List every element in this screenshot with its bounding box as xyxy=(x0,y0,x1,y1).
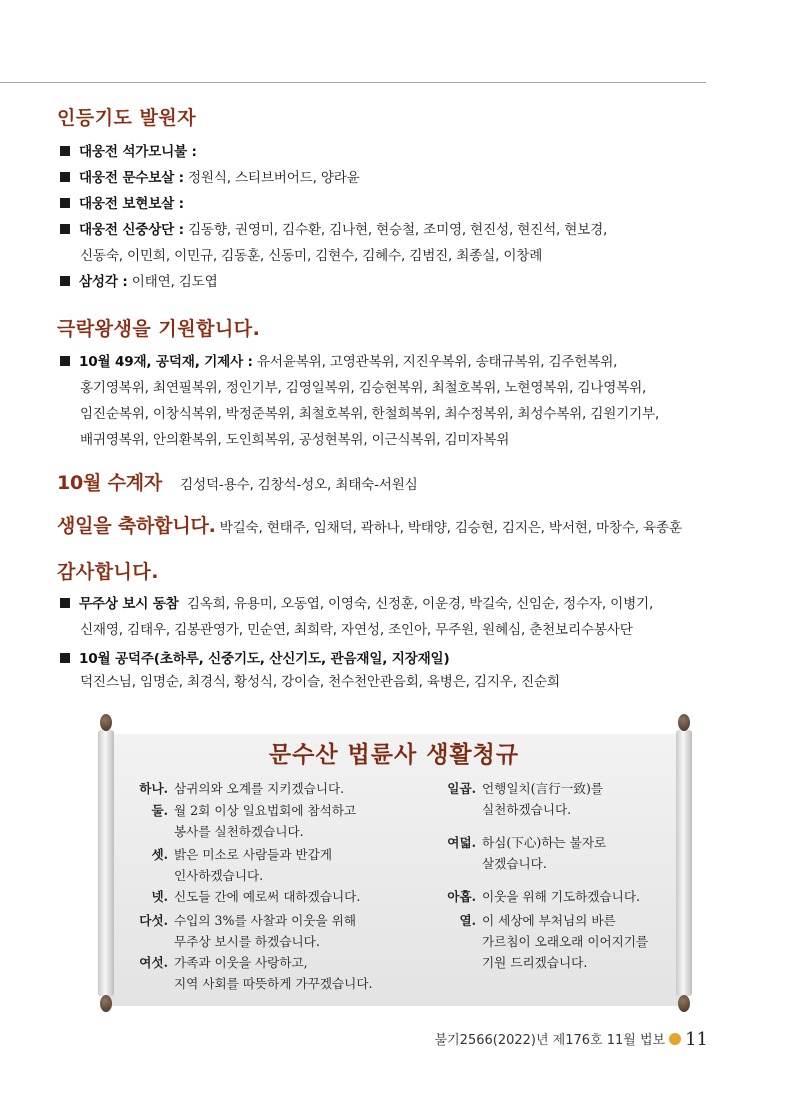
rule-line xyxy=(482,853,547,872)
rule-line xyxy=(174,821,304,840)
rule-text: 이웃을 위해 기도하겠습니다. xyxy=(482,889,640,904)
square-bullet-icon xyxy=(60,356,70,366)
rule-number: 다섯. xyxy=(139,913,168,928)
rule-text: 이 세상에 부처님의 바른 xyxy=(482,913,616,928)
rule-line xyxy=(174,865,263,884)
prayer-item-label: 대웅전 신중상단 : xyxy=(79,222,184,238)
rule-number: 열. xyxy=(459,913,476,928)
birthday-line xyxy=(57,511,682,538)
precepts-heading: 10월 수계자 xyxy=(57,472,163,494)
prayer-item-names: 이태연, 김도엽 xyxy=(131,274,218,290)
rules-scroll xyxy=(86,712,702,1012)
rule-line xyxy=(124,952,308,971)
rule-line xyxy=(482,931,648,950)
prayer-item-label: 삼성각 : xyxy=(79,274,128,290)
rule-line xyxy=(124,844,332,863)
rule-line xyxy=(482,799,571,818)
precepts-names: 김성덕-용수, 김창석-성오, 최태숙-서원심 xyxy=(180,477,418,493)
rebirth-label: 10월 49재, 공덕재, 기제사 : xyxy=(79,354,253,370)
rule-line xyxy=(426,886,640,905)
square-bullet-icon xyxy=(60,224,70,234)
rule-text: 인사하겠습니다. xyxy=(174,868,264,883)
rebirth-heading: 극락왕생을 기원합니다. xyxy=(57,318,261,340)
rule-number: 여섯. xyxy=(139,955,168,970)
thanks-heading: 감사합니다. xyxy=(57,561,159,583)
rule-text: 지역 사회를 따뜻하게 가꾸겠습니다. xyxy=(174,976,373,991)
rule-text: 언행일치(言行一致)를 xyxy=(482,781,604,796)
scroll-rod-right xyxy=(676,730,692,996)
thanks-label: 무주상 보시 동참 xyxy=(79,596,179,612)
rule-number: 아홉. xyxy=(447,889,476,904)
thanks-line xyxy=(60,647,450,667)
rule-line xyxy=(426,910,616,929)
prayer-item xyxy=(60,140,197,160)
rule-text: 밝은 미소로 사람들과 반갑게 xyxy=(174,847,332,862)
prayer-heading: 인등기도 발원자 xyxy=(57,107,197,129)
birthday-names: 박길숙, 현태주, 임채덕, 곽하나, 박태양, 김승현, 김지은, 박서현, 마창수, 육종훈 xyxy=(219,520,682,536)
prayer-item-label: 대웅전 문수보살 : xyxy=(79,170,184,186)
thanks-label: 10월 공덕주(초하루, 신중기도, 산신기도, 관음재일, 지장재일) xyxy=(79,651,450,667)
rule-number: 하나. xyxy=(139,781,168,796)
rule-number: 둘. xyxy=(151,803,168,818)
rule-line xyxy=(174,973,373,992)
rule-line xyxy=(124,800,356,819)
thanks-names: 김옥희, 유용미, 오동엽, 이영숙, 신정훈, 이운경, 박길숙, 신임순, 정수자, 이병기, xyxy=(186,596,654,612)
thanks-names: 신재영, 김태우, 김봉관영가, 민순연, 최희락, 자연성, 조인아, 무주원, 원혜심, 춘천보리수봉사단 xyxy=(80,622,633,638)
prayer-item-label: 대웅전 석가모니불 : xyxy=(79,144,197,160)
scroll-knob-icon xyxy=(678,714,690,731)
rule-text: 실천하겠습니다. xyxy=(482,802,572,817)
rule-number: 넷. xyxy=(151,889,168,904)
scroll-knob-icon xyxy=(100,995,112,1012)
scroll-rod-left xyxy=(98,730,114,996)
rule-line xyxy=(426,832,606,851)
rule-text: 신도들 간에 예로써 대하겠습니다. xyxy=(174,889,361,904)
flower-icon xyxy=(669,1033,681,1045)
scroll-title: 문수산 법륜사 생활청규 xyxy=(268,742,520,768)
rule-line xyxy=(124,910,356,929)
square-bullet-icon xyxy=(60,172,70,182)
thanks-names: 덕진스님, 임명순, 최경식, 황성식, 강이슬, 천수천안관음회, 육병은, 김지우, 진순희 xyxy=(80,674,560,690)
rebirth-line xyxy=(60,350,617,370)
prayer-item xyxy=(60,166,360,186)
rule-text: 월 2회 이상 일요법회에 참석하고 xyxy=(174,803,357,818)
rule-number: 셋. xyxy=(151,847,168,862)
birthday-heading: 생일을 축하합니다. xyxy=(57,515,216,537)
prayer-item-names: 김동향, 권영미, 김수환, 김나현, 현승철, 조미영, 현진성, 현진석, 현보경, xyxy=(187,222,608,238)
prayer-item xyxy=(60,218,607,238)
precepts-line xyxy=(57,468,418,495)
rule-text: 하심(下心)하는 불자로 xyxy=(482,835,607,850)
prayer-item-names: 정원식, 스티브버어드, 양라윤 xyxy=(187,170,360,186)
scroll-knob-icon xyxy=(100,714,112,731)
rebirth-names: 유서윤복위, 고영관복위, 지진우복위, 송태규복위, 김주헌복위, xyxy=(256,354,618,370)
rule-line xyxy=(124,886,360,905)
rule-text: 가족과 이웃을 사랑하고, xyxy=(174,955,308,970)
top-divider xyxy=(0,82,706,83)
scroll-knob-icon xyxy=(678,995,690,1012)
rule-text: 가르침이 오래오래 이어지기를 xyxy=(482,934,649,949)
rule-text: 수입의 3%를 사찰과 이웃을 위해 xyxy=(174,913,356,928)
rule-text: 봉사를 실천하겠습니다. xyxy=(174,824,304,839)
square-bullet-icon xyxy=(60,276,70,286)
rule-line xyxy=(124,778,344,797)
square-bullet-icon xyxy=(60,653,70,663)
rule-text: 무주상 보시를 하겠습니다. xyxy=(174,934,320,949)
rule-text: 기원 드리겠습니다. xyxy=(482,955,588,970)
rule-line xyxy=(426,778,603,797)
square-bullet-icon xyxy=(60,598,70,608)
rule-number: 여덟. xyxy=(447,835,476,850)
rule-line xyxy=(174,931,320,950)
rebirth-names: 배귀영복위, 안의환복위, 도인희복위, 공성현복위, 이근식복위, 김미자복위 xyxy=(80,432,510,448)
prayer-item-label: 대웅전 보현보살 : xyxy=(79,196,184,212)
prayer-continuation: 신동숙, 이민희, 이민규, 김동훈, 신동미, 김현수, 김혜수, 김범진, 최종실, 이창례 xyxy=(80,248,543,264)
square-bullet-icon xyxy=(60,146,70,156)
rebirth-names: 홍기영복위, 최연필복위, 정인기부, 김영일복위, 김승현복위, 최철호복위, 노현영복위, 김나영복위, xyxy=(80,380,647,396)
page-number: 11 xyxy=(685,1029,708,1050)
rule-number: 일곱. xyxy=(447,781,476,796)
thanks-line xyxy=(60,592,653,612)
prayer-item xyxy=(60,192,184,212)
page-footer xyxy=(435,1029,708,1050)
rebirth-names: 임진순복위, 이창식복위, 박정준복위, 최철호복위, 한철희복위, 최수정복위, 최성수복위, 김원기기부, xyxy=(80,406,660,422)
rule-line xyxy=(482,952,587,971)
rule-text: 살겠습니다. xyxy=(482,856,547,871)
prayer-item xyxy=(60,270,218,290)
rule-text: 삼귀의와 오계를 지키겠습니다. xyxy=(174,781,345,796)
issue-label: 불기2566(2022)년 제176호 11월 법보 xyxy=(434,1033,666,1048)
square-bullet-icon xyxy=(60,198,70,208)
